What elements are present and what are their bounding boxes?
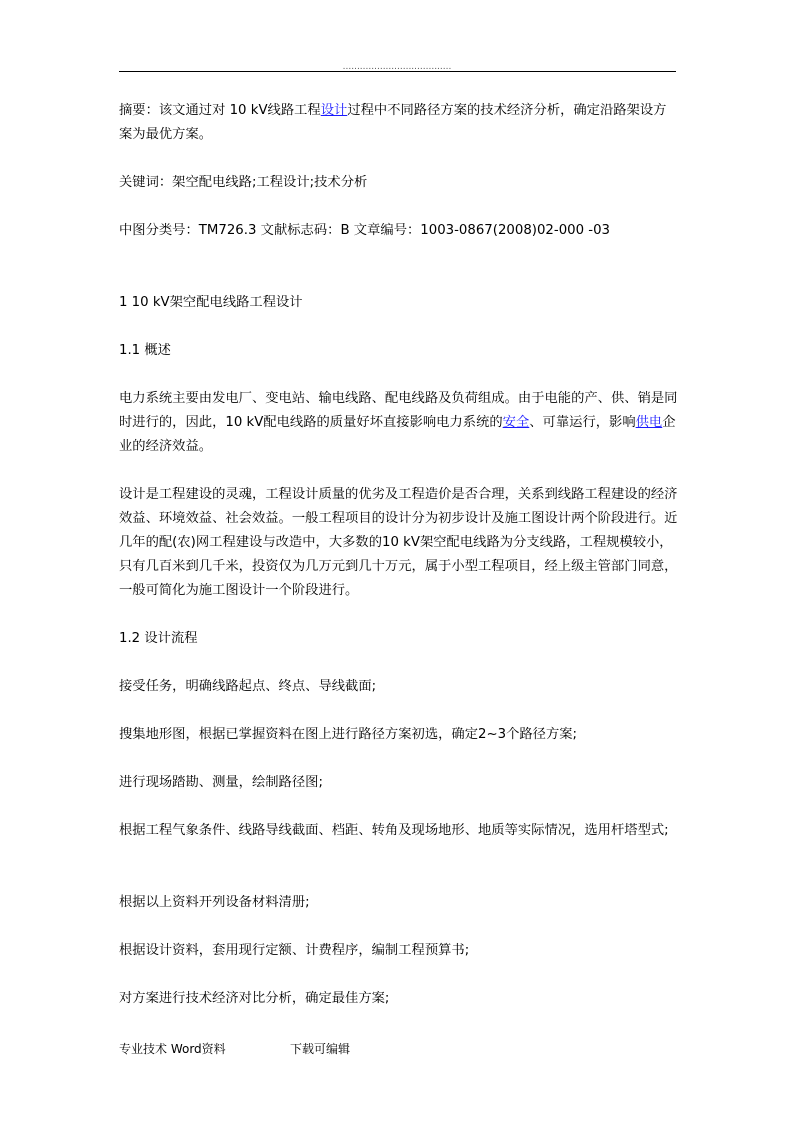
header-dots: ...................................... bbox=[342, 62, 452, 72]
overview-text-3: 企业的经济效益。 bbox=[119, 415, 676, 454]
abstract-text-2: 过程中不同路径方案的技术经济分析，确定沿路架设方案为最优方案。 bbox=[119, 103, 667, 142]
step-item: 根据工程气象条件、线路导线截面、档距、转角及现场地形、地质等实际情况，选用杆塔型式; bbox=[119, 823, 669, 838]
keywords-line: 关键词：架空配电线路;工程设计;技术分析 bbox=[119, 175, 368, 190]
step-item: 进行现场踏勘、测量，绘制路径图; bbox=[119, 775, 323, 790]
footer-left-text: 专业技术 Word资料 bbox=[119, 1042, 226, 1056]
overview-text-2: 、可靠运行，影响 bbox=[529, 415, 636, 430]
footer-right-text: 下载可编辑 bbox=[290, 1042, 351, 1056]
section-1-1-title: 1.1 概述 bbox=[119, 343, 171, 358]
step-item: 接受任务，明确线路起点、终点、导线截面; bbox=[119, 679, 377, 694]
classification-line: 中图分类号：TM726.3 文献标志码：B 文章编号：1003-0867(2008)02-000 -03 bbox=[119, 223, 611, 238]
header-rule bbox=[119, 71, 676, 72]
design-link[interactable]: 设计 bbox=[320, 103, 348, 118]
section-1-title: 1 10 kV架空配电线路工程设计 bbox=[119, 295, 303, 310]
step-item: 对方案进行技术经济对比分析，确定最佳方案; bbox=[119, 991, 390, 1006]
overview-paragraph bbox=[119, 387, 679, 459]
abstract-text-1: 摘要：该文通过对 10 kV线路工程 bbox=[119, 103, 321, 118]
safety-link[interactable]: 安全 bbox=[502, 415, 530, 430]
power-supply-link[interactable]: 供电 bbox=[635, 415, 663, 430]
overview-text-1: 电力系统主要由发电厂、变电站、输电线路、配电线路及负荷组成。由于电能的产、供、销是同时进行的，因此，10 kV配电线路的质量好坏直接影响电力系统的 bbox=[119, 391, 678, 430]
step-item: 搜集地形图，根据已掌握资料在图上进行路径方案初选，确定2~3个路径方案; bbox=[119, 727, 578, 742]
design-paragraph: 设计是工程建设的灵魂，工程设计质量的优劣及工程造价是否合理，关系到线路工程建设的经济效益、环境效益、社会效益。一般工程项目的设计分为初步设计及施工图设计两个阶段进行。近几年的配(农)网工程建设与改造中，大多数的10 kV架空配电线路为分支线路，工程规模较小，只有几百米到几千米，投资仅为几万元到几十万元，属于小型工程项目，经上级主管部门同意，一般可简化为施工图设计一个阶段进行。 bbox=[119, 487, 678, 598]
abstract-paragraph bbox=[119, 99, 679, 147]
step-item: 根据以上资料开列设备材料清册; bbox=[119, 895, 310, 910]
step-item: 根据设计资料，套用现行定额、计费程序，编制工程预算书; bbox=[119, 943, 470, 958]
section-1-2-title: 1.2 设计流程 bbox=[119, 631, 198, 646]
